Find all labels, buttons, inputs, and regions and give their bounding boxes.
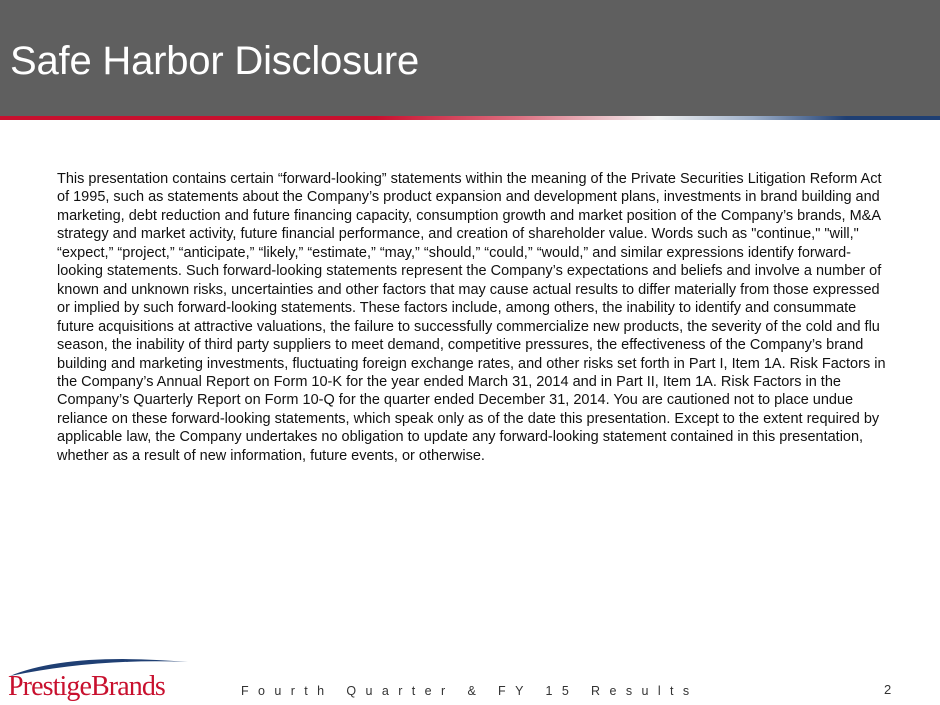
logo-wordmark: PrestigeBrands [8, 671, 165, 702]
disclosure-paragraph: This presentation contains certain “forward-looking” statements within the meaning of the Private Securities Litigation Reform Act of 1995, such as statements about the Company’s product expansion and development plans, investments in brand building and marketing, debt reduction and future financing capacity, consumption growth and market position of the Company’s brands, M&A strategy and market activity, future financial performance, and creation of shareholder value. Words such as "continue," "will," “expect,” “project,” “anticipate,” “likely,” “estimate,” “may,” “should,” “could,” “would,” and similar expressions identify forward-looking statements. Such forward-looking statements represent the Company’s expectations and beliefs and involve a number of known and unknown risks, uncertainties and other factors that may cause actual results to differ materially from those expressed or implied by such forward-looking statements. These factors include, among others, the inability to identify and consummate future acquisitions at attractive valuations, the failure to successfully commercialize new products, the severity of the cold and flu season, the inability of third party suppliers to meet demand, competitive pressures, the effectiveness of the Company’s brand building and marketing investments, fluctuating foreign exchange rates, and other risks set forth in Part I, Item 1A. Risk Factors in the Company’s Annual Report on Form 10-K for the year ended March 31, 2014 and in Part II, Item 1A. Risk Factors in the Company’s Quarterly Report on Form 10-Q for the quarter ended December 31, 2014. You are cautioned not to place undue reliance on these forward-looking statements, which speak only as of the date this presentation. Except to the extent required by applicable law, the Company undertakes no obligation to update any forward-looking statement contained in this presentation, whether as a result of new information, future events, or otherwise. [57, 171, 886, 464]
footer-caption: Fourth Quarter & FY 15 Results [241, 684, 699, 698]
title-bar [0, 0, 940, 116]
page-number: 2 [884, 682, 892, 697]
slide-title: Safe Harbor Disclosure [10, 39, 420, 83]
prestige-brands-logo [8, 656, 190, 702]
accent-stripe [0, 116, 940, 120]
